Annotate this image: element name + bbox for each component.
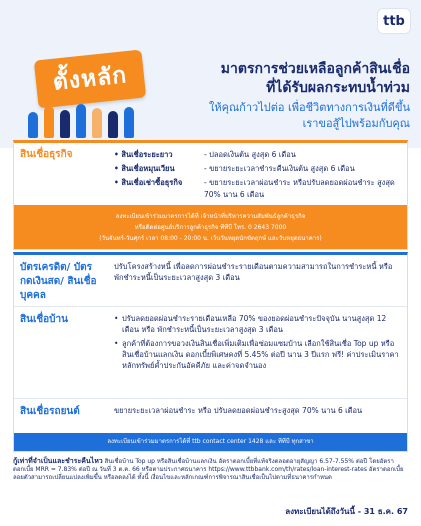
hero-badge: ตั้งหลัก bbox=[34, 49, 146, 108]
hero-section bbox=[0, 0, 421, 148]
business-loan-box bbox=[13, 140, 408, 250]
car-loan-text: ขยายระยะเวลาผ่อนชำระ หรือ ปรับลดยอดผ่อนชำระสูงสุด 70% นาน 6 เดือน bbox=[114, 406, 363, 415]
business-row-desc: - ขยายระยะเวลาชำระคืนเงินต้น สูงสุด 6 เดือน bbox=[204, 164, 355, 173]
car-loan-label: สินเชื่อรถยนต์ bbox=[20, 406, 80, 417]
business-row-name: • สินเชื่อระยะยาว bbox=[114, 150, 173, 159]
registration-deadline: ลงทะเบียนได้ถึงวันนี้ - 31 ธ.ค. 67 bbox=[285, 507, 408, 516]
home-loan-label: สินเชื่อบ้าน bbox=[20, 314, 68, 325]
logo-text: ttb bbox=[383, 13, 405, 29]
home-loan-section bbox=[14, 307, 407, 399]
home-loan-bullet: • ปรับลดยอดผ่อนชำระรายเดือนเหลือ 70% ของยอดผ่อนชำระปัจจุบัน นานสูงสุด 12 เดือน หรือ พักชำระหนี้เป็นระยะเวลาสูงสุด 3 เดือน bbox=[114, 313, 399, 335]
business-foot-line1: ลงทะเบียนเข้าร่วมมาตรการได้ที่ เจ้าหน้าที่บริหารความสัมพันธ์ลูกค้าธุรกิจ bbox=[115, 213, 306, 220]
business-row-name: • สินเชื่อหมุนเวียน bbox=[114, 164, 175, 173]
ttb-logo bbox=[377, 8, 411, 34]
business-row-name: • สินเชื่อเช่าซื้อธุรกิจ bbox=[114, 178, 183, 187]
hero-title-line1: มาตรการช่วยเหลือลูกค้าสินเชื่อ bbox=[220, 61, 410, 77]
business-loan-label: สินเชื่อธุรกิจ bbox=[20, 149, 73, 160]
hero-subtitle-line2: เราขอสู้ไปพร้อมกับคุณ bbox=[302, 117, 410, 130]
hero-title-line2: ที่ได้รับผลกระทบน้ำท่วม bbox=[266, 80, 410, 96]
retail-loan-box bbox=[13, 252, 408, 452]
cards-section bbox=[14, 255, 407, 307]
business-row-desc: - ขยายระยะเวลาผ่อนชำระ หรือปรับลดยอดผ่อนชำระ สูงสุด 70% นาน 6 เดือน bbox=[204, 178, 395, 199]
car-loan-section bbox=[14, 399, 407, 435]
disclaimer-text: สินเชื่อบ้าน Top up หรือสินเชื่อบ้านแลกเงิน อัตราดอกเบี้ยที่แท้จริงตลอดอายุสัญญา 6.57-7.55% ต่อปี โดยอัตราดอกเบี้ย MRR = 7.83% ต่อปี ณ วันที่ 3 ต.ค. 66 หรือตามประกาศธนาคาร https://www.ttbbank.com/th/rates/loan-interest-rates อัตราดอกเบี้ยลอยตัวสามารถเปลี่ยนแปลงเพิ่มขึ้น หรือลดลงได้ ทั้งนี้ เงื่อนไขและหลักเกณฑ์การพิจารณาสินเชื่อเป็นไปตามที่ธนาคารกำหนด bbox=[13, 458, 404, 482]
business-foot-line3: (วันจันทร์-วันศุกร์ เวลา 08:00 - 20:00 น. เว้นวันหยุดนักขัตฤกษ์ และวันหยุดธนาคาร) bbox=[99, 235, 322, 242]
people-illustration bbox=[20, 98, 160, 138]
home-loan-bullet: • ลูกค้าที่ต้องการขอวงเงินสินเชื่อเพิ่มเติมเพื่อซ่อมแซมบ้าน เลือกใช้สินเชื่อ Top up หรือ สินเชื่อบ้านแลกเงิน ดอกเบี้ยพิเศษคงที่ 5.45% ต่อปี นาน 3 ปีแรก ฟรี! ค่าประเมินราคาหลักทรัพย์ค้ำประกันอัคคีภัย และค่าจดจำนอง bbox=[114, 338, 399, 371]
home-loan-text bbox=[114, 313, 399, 371]
retail-register-banner: ลงทะเบียนเข้าร่วมมาตรการได้ที่ ttb contact center 1428 และ ทีทีบี ทุกสาขา bbox=[14, 433, 407, 451]
cards-label: บัตรเครดิต/ บัตรกดเงินสด/ สินเชื่อบุคคล bbox=[20, 262, 97, 301]
disclaimer-heading: กู้เท่าที่จำเป็นและชำระคืนไหว bbox=[13, 457, 103, 465]
business-row-desc: - ปลอดเงินต้น สูงสุด 6 เดือน bbox=[204, 150, 296, 159]
business-foot-line2: หรือติดต่อศูนย์บริการลูกค้าธุรกิจ ทีทีบี โทร. 0 2643 7000 bbox=[134, 224, 287, 231]
business-register-banner bbox=[14, 205, 407, 249]
hero-subtitle-line1: ให้คุณก้าวไปต่อ เพื่อชีวิตทางการเงินที่ดีขึ้น bbox=[209, 101, 410, 114]
cards-text: ปรับโครงสร้างหนี้ เพื่อลดการผ่อนชำระรายเดือนตามความสามารถในการชำระหนี้ หรือ พักชำระหนี้เป็นระยะเวลาสูงสุด 3 เดือน bbox=[114, 262, 393, 282]
disclaimer-note bbox=[13, 457, 408, 483]
